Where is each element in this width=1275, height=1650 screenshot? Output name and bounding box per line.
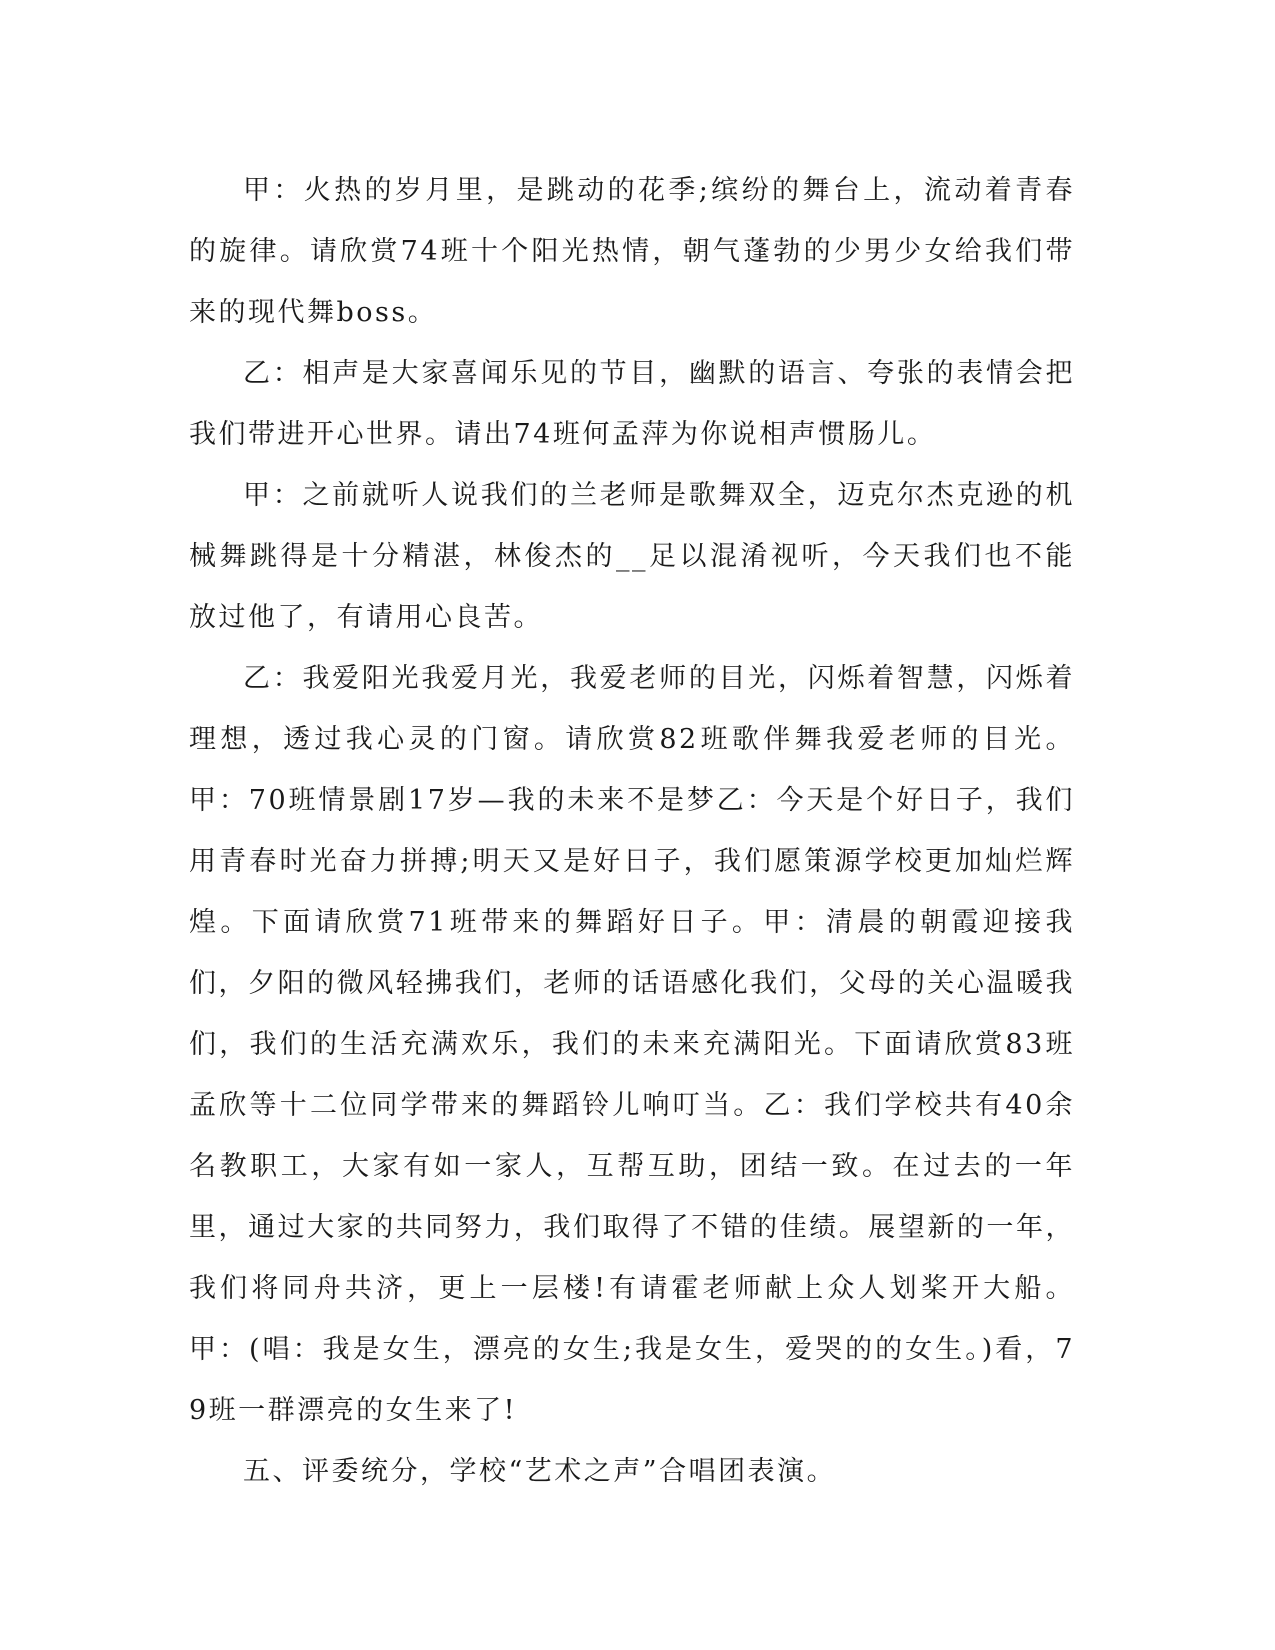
paragraph-5: 五、评委统分，学校“艺术之声”合唱团表演。	[243, 1456, 837, 1487]
paragraph-1: 甲：火热的岁月里，是跳动的花季;缤纷的舞台上，流动着青春的旋律。请欣赏74班十个阳光热情，朝气蓬勃的少男少女给我们带来的现代舞boss。	[189, 175, 1075, 328]
paragraph-2: 乙：相声是大家喜闻乐见的节目，幽默的语言、夸张的表情会把我们带进开心世界。请出74班何孟萍为你说相声惯肠儿。	[189, 358, 1075, 450]
paragraph-3: 甲：之前就听人说我们的兰老师是歌舞双全，迈克尔杰克逊的机械舞跳得是十分精湛，林俊杰的__足以混淆视听，今天我们也不能放过他了，有请用心良苦。	[189, 480, 1075, 633]
paragraph-4: 乙：我爱阳光我爱月光，我爱老师的目光，闪烁着智慧，闪烁着理想，透过我心灵的门窗。请欣赏82班歌伴舞我爱老师的目光。甲：70班情景剧17岁—我的未来不是梦乙：今天是个好日子，我们用青春时光奋力拼搏;明天又是好日子，我们愿策源学校更加灿烂辉煌。下面请欣赏71班带来的舞蹈好日子。甲：清晨的朝霞迎接我们，夕阳的微风轻拂我们，老师的话语感化我们，父母的关心温暖我们，我们的生活充满欢乐，我们的未来充满阳光。下面请欣赏83班孟欣等十二位同学带来的舞蹈铃儿响叮当。乙：我们学校共有40余名教职工，大家有如一家人，互帮互助，团结一致。在过去的一年里，通过大家的共同努力，我们取得了不错的佳绩。展望新的一年，我们将同舟共济，更上一层楼!有请霍老师献上众人划桨开大船。甲：(唱：我是女生，漂亮的女生;我是女生，爱哭的的女生。)看，79班一群漂亮的女生来了!	[189, 663, 1075, 1426]
document-body	[189, 160, 1075, 1502]
